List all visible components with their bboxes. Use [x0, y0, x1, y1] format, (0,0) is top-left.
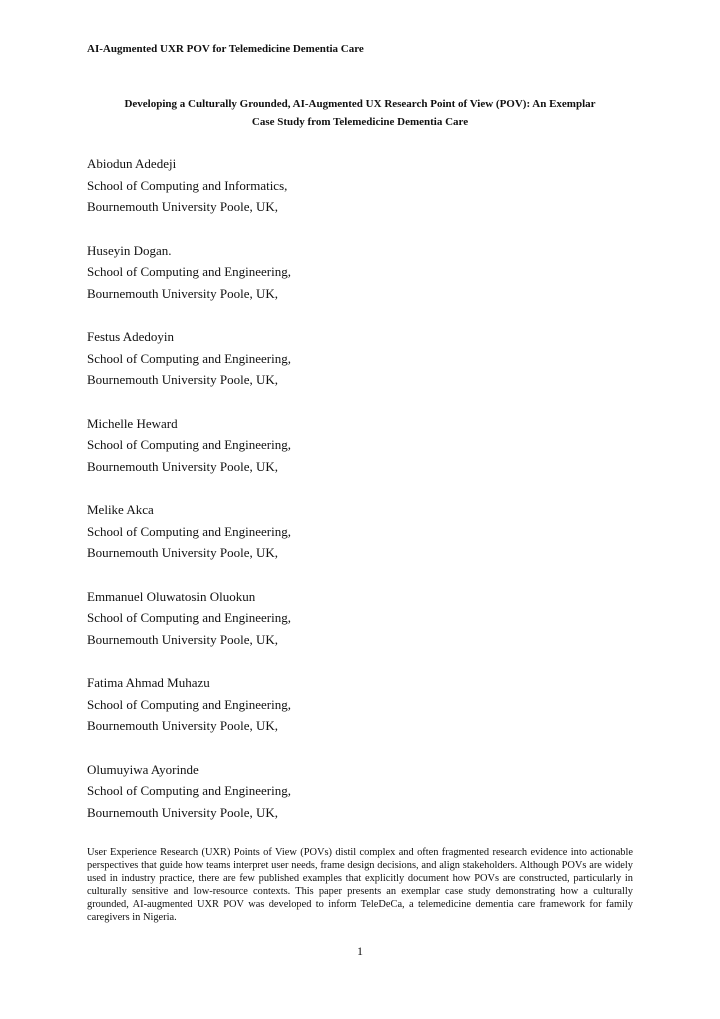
running-header: AI-Augmented UXR POV for Telemedicine Dementia Care [87, 43, 364, 55]
author-block [87, 240, 633, 327]
page-number: 1 [357, 944, 363, 958]
author-name: Melike Akca [87, 502, 154, 517]
author-department: School of Computing and Engineering, [87, 523, 292, 539]
paper-title [87, 95, 633, 131]
author-department: School of Computing and Engineering, [87, 264, 292, 279]
author-name: Fatima Ahmad Muhazu [87, 675, 210, 690]
author-list [87, 153, 633, 845]
author-department: School of Computing and Informatics, [87, 177, 288, 193]
author-affiliation: Bournemouth University Poole, UK, [87, 631, 279, 647]
author-department: School of Computing and Engineering, [87, 350, 292, 366]
author-block [87, 672, 633, 759]
author-affiliation: Bournemouth University Poole, UK, [87, 804, 279, 820]
author-name: Abiodun Adedeji [87, 156, 177, 171]
title-line: Developing a Culturally Grounded, AI-Augmented UX Research Point of View (POV): An Exemplar [124, 98, 596, 110]
author-department: School of Computing and Engineering, [87, 610, 292, 625]
author-name: Emmanuel Oluwatosin Oluokun [87, 588, 256, 604]
author-block [87, 153, 633, 240]
author-block [87, 759, 633, 846]
author-name: Michelle Heward [87, 415, 178, 431]
abstract-text: User Experience Research (UXR) Points of View (POVs) distil complex and often fragmented research evidence into actionable perspectives that guide how teams interpret user needs, frame design decisions, and align stakeholders. Although POVs are widely used in industry practice, there are few published examples that explicitly document how POVs are constructed, particularly in culturally sensitive and low-resource contexts. This paper presents an exemplar case study demonstrating how a culturally grounded, AI-augmented UXR POV was developed to inform TeleDeCa, a telemedicine dementia care framework for family caregivers in Nigeria. [87, 847, 633, 923]
author-department: School of Computing and Engineering, [87, 437, 292, 452]
author-affiliation: Bournemouth University Poole, UK, [87, 199, 279, 214]
author-department: School of Computing and Engineering, [87, 696, 292, 712]
author-affiliation: Bournemouth University Poole, UK, [87, 372, 279, 387]
author-name: Festus Adedoyin [87, 329, 175, 344]
abstract [87, 846, 633, 924]
author-block [87, 413, 633, 500]
author-name: Olumuyiwa Ayorinde [87, 761, 199, 777]
author-block [87, 586, 633, 673]
author-block [87, 499, 633, 586]
title-line: Case Study from Telemedicine Dementia Care [251, 116, 469, 128]
author-department: School of Computing and Engineering, [87, 783, 292, 798]
author-name: Huseyin Dogan. [87, 242, 172, 258]
author-affiliation: Bournemouth University Poole, UK, [87, 718, 279, 733]
author-affiliation: Bournemouth University Poole, UK, [87, 458, 279, 474]
author-block [87, 326, 633, 413]
author-affiliation: Bournemouth University Poole, UK, [87, 285, 279, 301]
author-affiliation: Bournemouth University Poole, UK, [87, 545, 279, 560]
